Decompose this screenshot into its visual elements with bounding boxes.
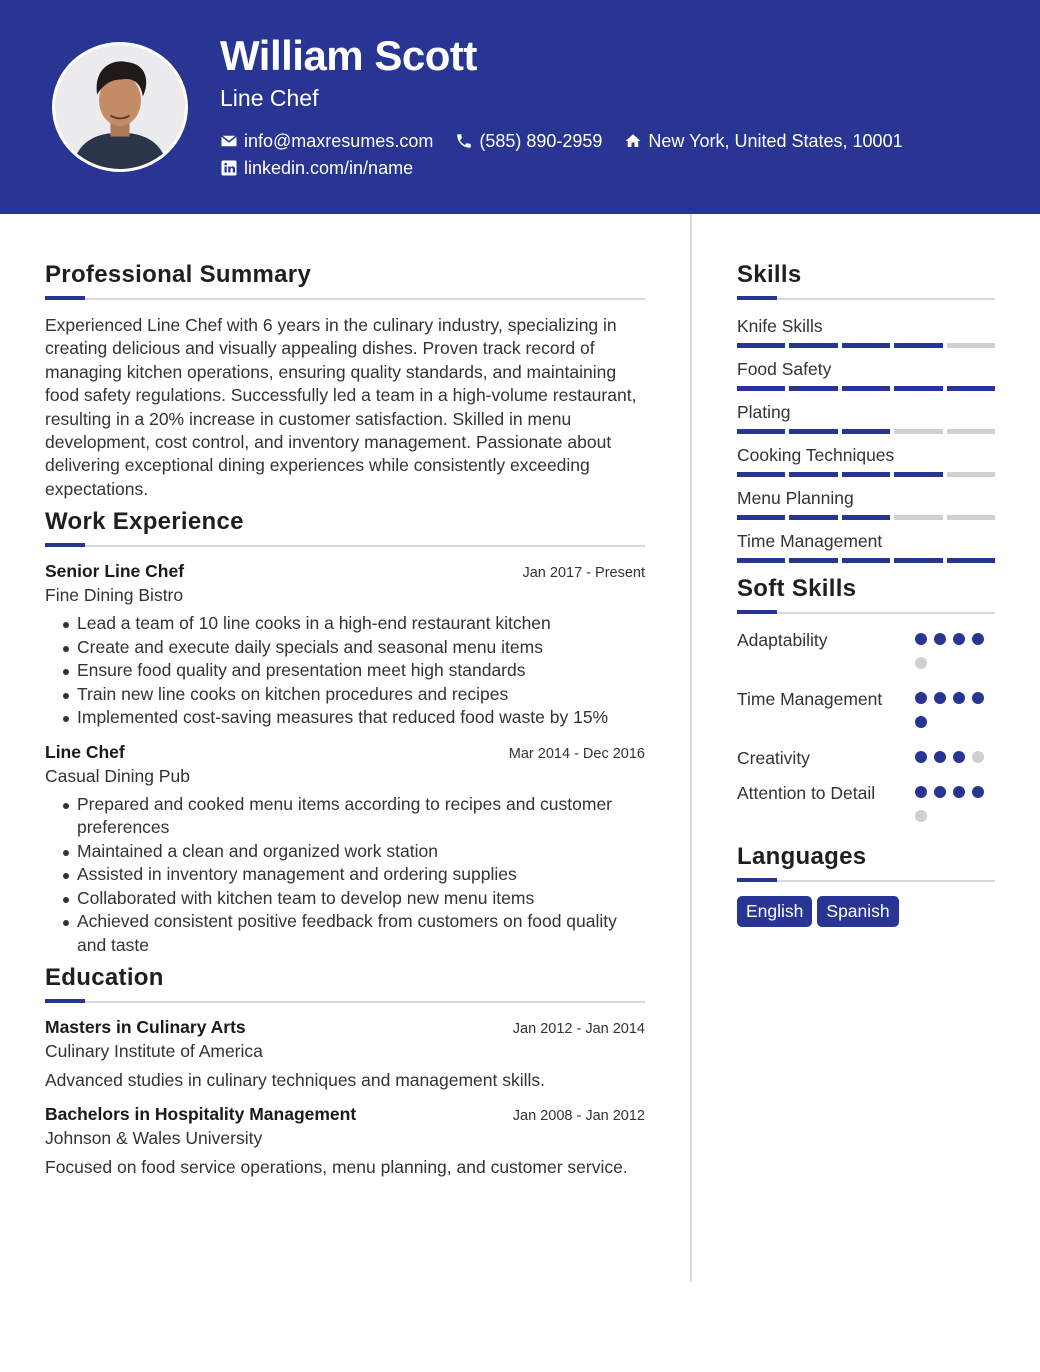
job-title: Line Chef xyxy=(45,741,125,762)
job-date: Jan 2017 - Present xyxy=(522,565,645,582)
skill-level-segment xyxy=(894,515,942,520)
soft-skill-name: Creativity xyxy=(737,748,810,768)
skill-level-segment xyxy=(737,343,785,348)
section-title: Languages xyxy=(737,843,867,870)
contact-info xyxy=(220,129,925,183)
bullet-item: Create and execute daily specials and seasonal menu items xyxy=(57,636,645,660)
rating-dot xyxy=(915,716,927,728)
skill-name: Food Safety xyxy=(737,359,832,379)
skill-name: Menu Planning xyxy=(737,488,854,508)
soft-skill-rating xyxy=(915,746,995,775)
rating-dot xyxy=(953,692,965,704)
skill-level-segment xyxy=(947,515,995,520)
soft-skill-rating xyxy=(915,781,995,834)
education-entry xyxy=(45,1017,645,1092)
skill-level-segment xyxy=(947,343,995,348)
phone-text: (585) 890-2959 xyxy=(479,130,603,151)
section-rule xyxy=(737,612,995,614)
skill-level-segment xyxy=(894,558,942,563)
soft-skill-rating xyxy=(915,628,995,681)
contact-linkedin[interactable] xyxy=(220,158,413,179)
work-section xyxy=(45,505,645,957)
skill-level-segment xyxy=(842,386,890,391)
candidate-name: William Scott xyxy=(220,32,477,79)
skill-item xyxy=(737,357,995,391)
rating-dot xyxy=(934,786,946,798)
rating-dot xyxy=(915,751,927,763)
contact-location xyxy=(624,131,902,152)
skill-level-bar xyxy=(737,429,995,434)
contact-phone[interactable] xyxy=(455,131,602,152)
skill-item xyxy=(737,314,995,348)
main-column xyxy=(45,258,645,1191)
rating-dot xyxy=(972,751,984,763)
rating-dot xyxy=(915,810,927,822)
job-title: Senior Line Chef xyxy=(45,561,185,582)
languages-section xyxy=(737,840,995,927)
skill-name: Cooking Techniques xyxy=(737,445,895,465)
bullet-item: Ensure food quality and presentation meet high standards xyxy=(57,659,645,683)
location-text: New York, United States, 10001 xyxy=(648,130,903,151)
bullet-item: Assisted in inventory management and ordering supplies xyxy=(57,863,645,887)
email-text: info@maxresumes.com xyxy=(244,130,434,151)
section-rule xyxy=(45,298,645,300)
phone-icon xyxy=(455,132,473,150)
rating-dot xyxy=(915,633,927,645)
skill-level-segment xyxy=(947,558,995,563)
skill-level-bar xyxy=(737,472,995,477)
candidate-role: Line Chef xyxy=(220,85,319,111)
skill-level-segment xyxy=(789,515,837,520)
skill-level-segment xyxy=(947,472,995,477)
skill-level-segment xyxy=(842,515,890,520)
rating-dot xyxy=(953,786,965,798)
skills-list xyxy=(737,314,995,563)
soft-skill-item xyxy=(737,628,995,681)
contact-email[interactable] xyxy=(220,131,433,152)
home-icon xyxy=(624,132,642,150)
school-name: Culinary Institute of America xyxy=(45,1041,263,1062)
bullet-item: Achieved consistent positive feedback from customers on food quality and taste xyxy=(57,910,645,957)
section-rule xyxy=(737,880,995,882)
bullet-item: Implemented cost-saving measures that reduced food waste by 15% xyxy=(57,706,645,730)
soft-skill-name: Adaptability xyxy=(737,630,828,650)
skill-level-segment xyxy=(894,472,942,477)
job-bullets xyxy=(45,793,645,958)
skill-level-segment xyxy=(789,429,837,434)
summary-section xyxy=(45,258,645,501)
rating-dot xyxy=(934,751,946,763)
skill-level-segment xyxy=(842,343,890,348)
education-entry xyxy=(45,1104,645,1179)
job-employer: Casual Dining Pub xyxy=(45,765,190,786)
person-portrait-icon xyxy=(55,45,185,169)
job-entry xyxy=(45,742,645,958)
soft-skill-rating xyxy=(915,687,995,740)
linkedin-text: linkedin.com/in/name xyxy=(244,157,414,178)
education-date: Jan 2008 - Jan 2012 xyxy=(512,1108,645,1125)
bullet-item: Maintained a clean and organized work station xyxy=(57,840,645,864)
bullet-item: Prepared and cooked menu items according to recipes and customer preferences xyxy=(57,793,645,840)
education-date: Jan 2012 - Jan 2014 xyxy=(512,1021,645,1038)
job-entry xyxy=(45,561,645,730)
degree-title: Bachelors in Hospitality Management xyxy=(45,1104,357,1125)
skill-level-bar xyxy=(737,343,995,348)
skill-name: Time Management xyxy=(737,531,883,551)
skill-item xyxy=(737,486,995,520)
soft-skill-item xyxy=(737,746,995,775)
job-employer: Fine Dining Bistro xyxy=(45,585,184,606)
rating-dot xyxy=(972,786,984,798)
section-rule xyxy=(45,545,645,547)
soft-skills-list xyxy=(737,628,995,834)
section-rule xyxy=(737,298,995,300)
soft-skills-section xyxy=(737,572,995,834)
skill-level-segment xyxy=(947,429,995,434)
skill-item xyxy=(737,400,995,434)
column-divider xyxy=(690,214,692,1282)
linkedin-icon xyxy=(220,159,238,177)
skill-level-segment xyxy=(842,472,890,477)
skill-level-segment xyxy=(842,429,890,434)
sidebar-column xyxy=(737,258,995,927)
bullet-item: Lead a team of 10 line cooks in a high-end restaurant kitchen xyxy=(57,612,645,636)
education-description: Focused on food service operations, menu planning, and customer service. xyxy=(45,1157,628,1178)
bullet-item: Collaborated with kitchen team to develop new menu items xyxy=(57,887,645,911)
skill-level-segment xyxy=(737,558,785,563)
language-tag: Spanish xyxy=(817,896,898,927)
rating-dot xyxy=(953,751,965,763)
skill-level-bar xyxy=(737,558,995,563)
rating-dot xyxy=(934,692,946,704)
skill-level-bar xyxy=(737,386,995,391)
skill-level-segment xyxy=(789,472,837,477)
skill-item xyxy=(737,529,995,563)
section-title: Work Experience xyxy=(45,508,244,536)
language-tag: English xyxy=(737,896,812,927)
skill-level-segment xyxy=(842,558,890,563)
section-title: Soft Skills xyxy=(737,575,857,602)
job-date: Mar 2014 - Dec 2016 xyxy=(508,745,645,762)
skill-name: Knife Skills xyxy=(737,316,823,336)
rating-dot xyxy=(934,633,946,645)
education-section xyxy=(45,961,645,1179)
job-bullets xyxy=(45,612,645,730)
section-rule xyxy=(45,1001,645,1003)
skills-section xyxy=(737,258,995,563)
skill-level-segment xyxy=(789,558,837,563)
profile-photo xyxy=(52,42,188,172)
skill-level-segment xyxy=(737,515,785,520)
bullet-item: Train new line cooks on kitchen procedures and recipes xyxy=(57,683,645,707)
soft-skill-item xyxy=(737,781,995,834)
skill-level-segment xyxy=(894,386,942,391)
education-description: Advanced studies in culinary techniques and management skills. xyxy=(45,1070,546,1091)
summary-text: Experienced Line Chef with 6 years in the culinary industry, specializing in creating delicious and visually appealing dishes. Proven track record of managing kitchen operations, ensuring quality standards, and maintaining food safety regulations. Successfully led a team in a high-volume restaurant, resulting in a 20% increase in customer satisfaction. Skilled in menu development, cost control, and inventory management. Passionate about delivering exceptional dining experiences while consistently exceeding expectations. xyxy=(45,315,637,499)
skill-level-segment xyxy=(789,386,837,391)
rating-dot xyxy=(915,786,927,798)
section-title: Education xyxy=(45,964,164,992)
skill-level-segment xyxy=(894,429,942,434)
skill-level-segment xyxy=(737,472,785,477)
soft-skill-name: Time Management xyxy=(737,689,883,709)
soft-skill-name: Attention to Detail xyxy=(737,783,876,803)
skill-level-segment xyxy=(947,386,995,391)
skill-name: Plating xyxy=(737,402,791,422)
skill-level-bar xyxy=(737,515,995,520)
degree-title: Masters in Culinary Arts xyxy=(45,1017,246,1038)
skill-level-segment xyxy=(737,386,785,391)
rating-dot xyxy=(915,692,927,704)
section-title: Professional Summary xyxy=(45,261,312,288)
rating-dot xyxy=(953,633,965,645)
soft-skill-item xyxy=(737,687,995,740)
skill-level-segment xyxy=(789,343,837,348)
resume-header xyxy=(0,0,1040,214)
rating-dot xyxy=(972,633,984,645)
skill-item xyxy=(737,443,995,477)
skill-level-segment xyxy=(737,429,785,434)
languages-list xyxy=(737,896,995,927)
section-title: Skills xyxy=(737,261,802,288)
rating-dot xyxy=(972,692,984,704)
school-name: Johnson & Wales University xyxy=(45,1128,263,1149)
rating-dot xyxy=(915,657,927,669)
skill-level-segment xyxy=(894,343,942,348)
envelope-icon xyxy=(220,132,238,150)
